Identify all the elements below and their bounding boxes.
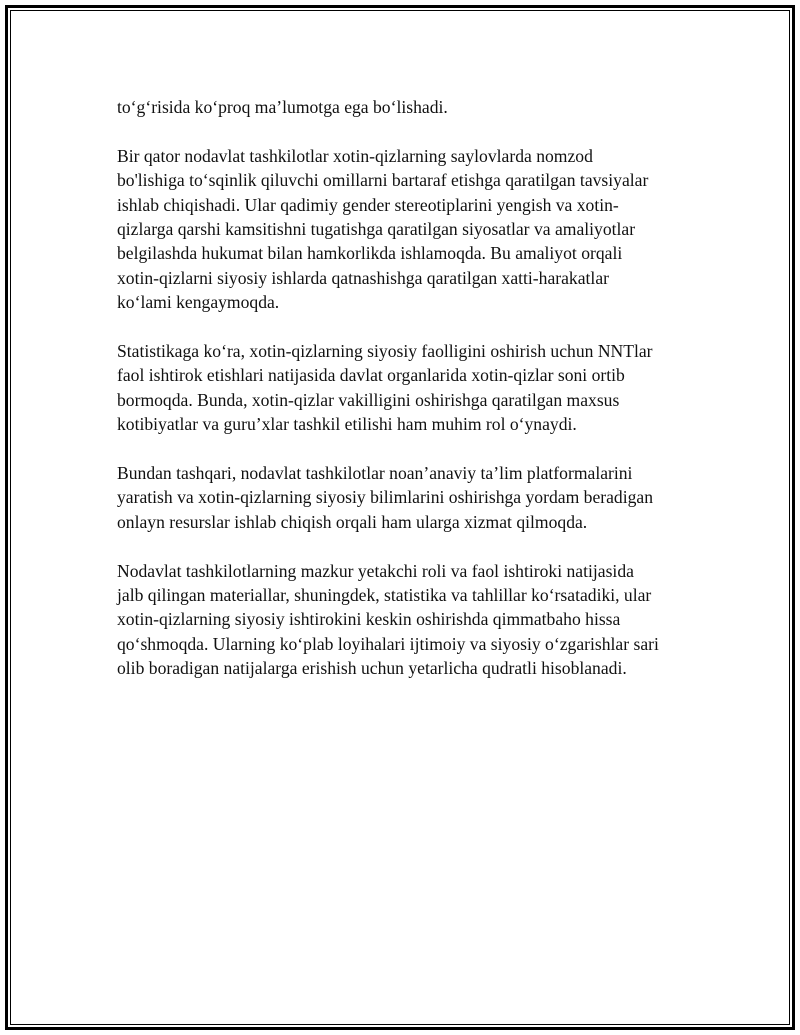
page-border xyxy=(5,5,795,1030)
paragraph-ngo-recommendations: Bir qator nodavlat tashkilotlar xotin-qizlarning saylovlarda nomzod bo'lishiga to‘sqinlik qiluvchi omillarni bartaraf etishga qaratilgan tavsiyalar ishlab chiqishadi. Ular qadimiy gender stereotiplarini yengish va xotin- qizlarga qarshi kamsitishni tugatishga qaratilgan siyosatlar va amaliyotlar belgilashda hukumat bilan hamkorlikda ishlamoqda. Bu amaliyot orqali xotin-qizlarni siyosiy ishlarda qatnashishga qaratilgan xatti-harakatlar ko‘lami kengaymoqda. xyxy=(117,145,649,313)
paragraph-statistics: Statistikaga ko‘ra, xotin-qizlarning siyosiy faolligini oshirish uchun NNTlar faol ishtirok etishlari natijasida davlat organlarida xotin-qizlar soni ortib bormoqda. Bunda, xotin-qizlar vakilligini oshirishga qaratilgan maxsus kotibiyatlar va guru’xlar tashkil etilishi ham muhim rol o‘ynaydi. xyxy=(117,341,653,435)
paragraph-continuation: to‘g‘risida ko‘proq ma’lumotga ega bo‘lishadi. xyxy=(117,97,448,117)
paragraph-conclusion: Nodavlat tashkilotlarning mazkur yetakchi roli va faol ishtiroki natijasida jalb qilingan materiallar, shuningdek, statistika va tahlillar ko‘rsatadiki, ular xotin-qizlarning siyosiy ishtirokini keskin oshirishda qimmatbaho hissa qo‘shmoqda. Ularning ko‘plab loyihalari ijtimoiy va siyosiy o‘zgarishlar sari olib boradigan natijalarga erishish uchun yetarlicha qudratli hisoblanadi. xyxy=(117,560,659,679)
paragraph-education-platforms: Bundan tashqari, nodavlat tashkilotlar noan’anaviy ta’lim platformalarini yaratish va xotin-qizlarning siyosiy bilimlarini oshirishga yordam beradigan onlayn resurslar ishlab chiqish orqali ham ularga xizmat qilmoqda. xyxy=(117,463,654,532)
document-body xyxy=(117,95,707,705)
